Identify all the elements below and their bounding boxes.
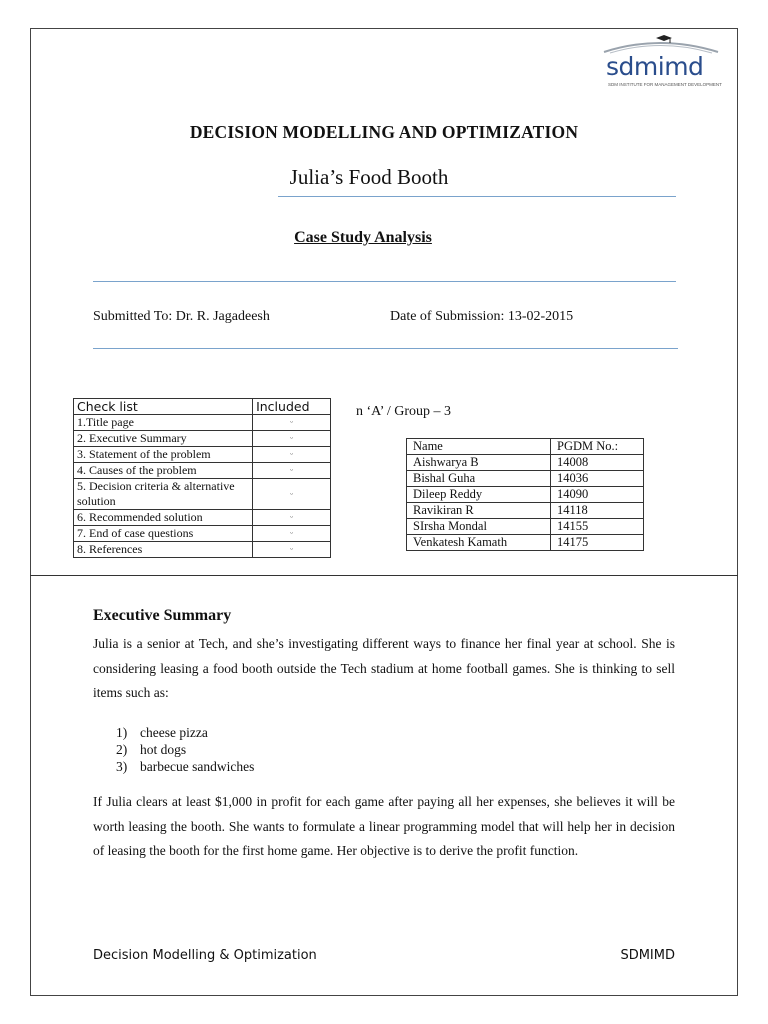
table-row (407, 455, 644, 471)
checklist-item: 5. Decision criteria & alternative solution (74, 479, 253, 510)
summary-paragraph-1: Julia is a senior at Tech, and she’s investigating different ways to finance her final year at school. She is considering leasing a food booth outside the Tech stadium at home football games. She is thinking to sell items such as: (93, 636, 675, 700)
table-row (407, 519, 644, 535)
checklist-row (74, 510, 331, 526)
members-table (406, 438, 644, 551)
submitted-to: Submitted To: Dr. R. Jagadeesh (93, 309, 270, 324)
list-text: cheese pizza (140, 725, 208, 740)
list-number: 1) (116, 725, 128, 740)
summary-paragraph-2: If Julia clears at least $1,000 in profit for each game after paying all her expenses, she believes it will be worth leasing the booth. She wants to formulate a linear programming model that will help her in decision of leasing the booth for the first home game. Her objective is to derive the profit function. (93, 794, 675, 858)
checklist-row (74, 463, 331, 479)
checkbox-icon: ᵕ (253, 542, 331, 558)
list-item (116, 724, 254, 741)
included-header: Included (253, 399, 331, 415)
list-item (116, 758, 254, 775)
checklist-item: 6. Recommended solution (74, 510, 253, 526)
member-pgdm: 14118 (551, 503, 644, 519)
sdmimd-logo (600, 34, 724, 90)
case-study-title: Case Study Analysis (294, 229, 432, 246)
list-text: hot dogs (140, 742, 187, 757)
checklist-item: 2. Executive Summary (74, 431, 253, 447)
pgdm-header: PGDM No.: (551, 439, 644, 455)
checklist-item: 7. End of case questions (74, 526, 253, 542)
list-number: 2) (116, 742, 128, 757)
section-title: Executive Summary (93, 607, 232, 624)
page-divider (30, 575, 738, 576)
table-row (407, 535, 644, 551)
member-name: Ravikiran R (407, 503, 551, 519)
member-name: Dileep Reddy (407, 487, 551, 503)
document-title: DECISION MODELLING AND OPTIMIZATION (189, 122, 579, 142)
items-list (116, 724, 254, 775)
footer-right: SDMIMD (620, 948, 675, 963)
checklist-header: Check list (74, 399, 253, 415)
checkbox-icon: ᵕ (253, 431, 331, 447)
title-rule (278, 196, 676, 197)
checklist-row (74, 447, 331, 463)
checklist-row (74, 542, 331, 558)
member-name: SIrsha Mondal (407, 519, 551, 535)
logo-subtext: SDM INSTITUTE FOR MANAGEMENT DEVELOPMENT (608, 82, 722, 87)
submission-date: Date of Submission: 13-02-2015 (390, 309, 574, 324)
checklist-item: 4. Causes of the problem (74, 463, 253, 479)
checkbox-icon: ᵕ (253, 415, 331, 431)
logo-text: sdmimd (606, 52, 704, 81)
checklist-item: 3. Statement of the problem (74, 447, 253, 463)
table-row (407, 487, 644, 503)
member-name: Aishwarya B (407, 455, 551, 471)
member-pgdm: 14036 (551, 471, 644, 487)
checkbox-icon: ᵕ (253, 447, 331, 463)
checklist-item: 8. References (74, 542, 253, 558)
member-pgdm: 14008 (551, 455, 644, 471)
checkbox-icon: ᵕ (253, 463, 331, 479)
checklist-item: 1.Title page (74, 415, 253, 431)
member-pgdm: 14155 (551, 519, 644, 535)
checkbox-icon: ᵕ (253, 479, 331, 510)
table-row (407, 503, 644, 519)
table-row (407, 471, 644, 487)
checkbox-icon: ᵕ (253, 510, 331, 526)
members-header-row (407, 439, 644, 455)
meta-rule (93, 348, 678, 349)
checklist-row (74, 415, 331, 431)
checklist-header-row (74, 399, 331, 415)
member-name: Venkatesh Kamath (407, 535, 551, 551)
checklist-row (74, 479, 331, 510)
checklist-table (73, 398, 331, 558)
list-item (116, 741, 254, 758)
member-pgdm: 14175 (551, 535, 644, 551)
checkbox-icon: ᵕ (253, 526, 331, 542)
document-subtitle: Julia’s Food Booth (289, 165, 449, 189)
member-pgdm: 14090 (551, 487, 644, 503)
case-rule (93, 281, 676, 282)
checklist-row (74, 431, 331, 447)
group-label: n ‘A’ / Group – 3 (356, 404, 452, 419)
name-header: Name (407, 439, 551, 455)
checklist-row (74, 526, 331, 542)
footer-left: Decision Modelling & Optimization (93, 948, 317, 963)
list-number: 3) (116, 759, 128, 774)
member-name: Bishal Guha (407, 471, 551, 487)
list-text: barbecue sandwiches (140, 759, 255, 774)
